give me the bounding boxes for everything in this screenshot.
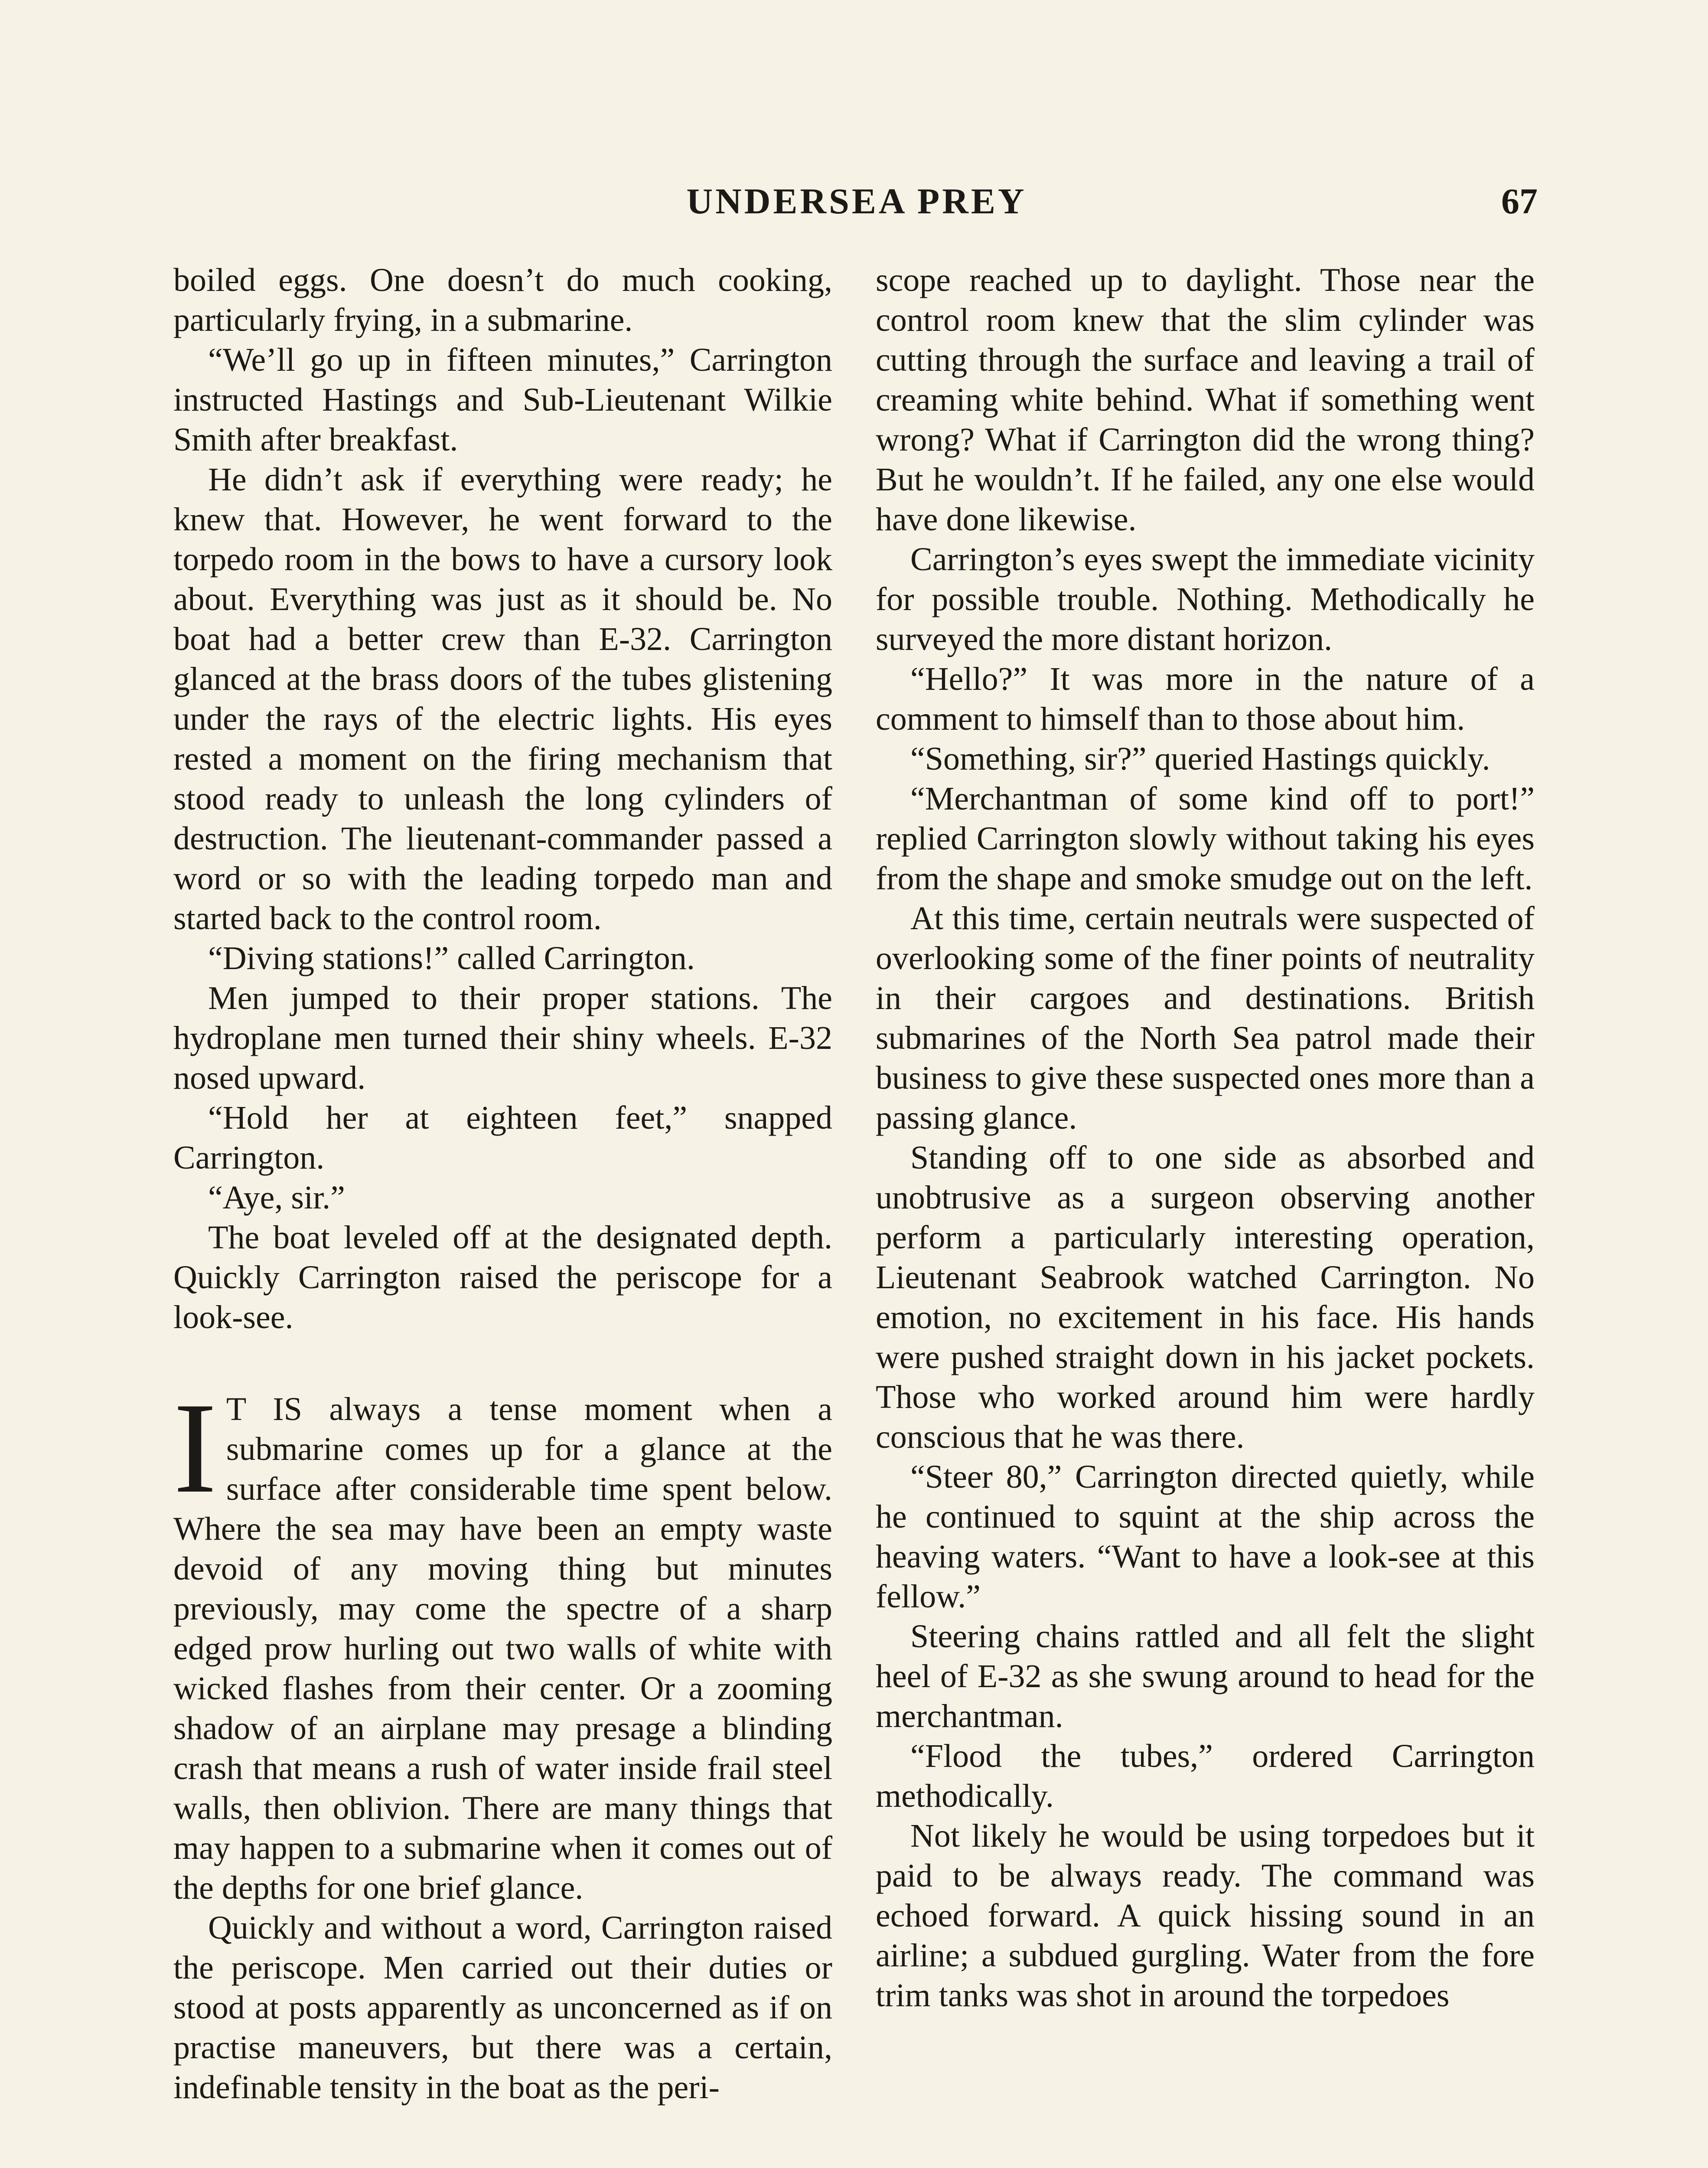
- running-title: UNDERSEA PREY: [686, 181, 1027, 222]
- paragraph: “Hold her at eighteen feet,” snapped Carrington.: [173, 1100, 832, 1176]
- paragraph: At this time, certain neutrals were suspected of overlooking some of the finer points of neutrality in their cargoes and destinations. British submarines of the North Sea patrol made their business to give these suspected ones more than a passing glance.: [876, 900, 1535, 1136]
- running-header: [176, 176, 1538, 228]
- paragraph: “Flood the tubes,” ordered Carrington methodically.: [876, 1738, 1535, 1814]
- paragraph: “Aye, sir.”: [208, 1179, 345, 1216]
- paragraph: “Diving stations!” called Carrington.: [208, 940, 695, 976]
- paragraph: “We’ll go up in fifteen minutes,” Carrington instructed Hastings and Sub-Lieutenant Wilkie Smith after breakfast.: [173, 342, 832, 458]
- section-opening-text: T IS always a tense moment when a submarine comes up for a glance at the surface after considerable time spent below. Where the sea may have been an empty waste devoid of any moving thing but minutes previously, may come the spectre of a sharp edged prow hurling out two walls of white with wicked flashes from their center. Or a zooming shadow of an airplane may presage a blinding crash that means a rush of water inside frail steel walls, then oblivion. There are many things that may happen to a submarine when it comes out of the depths for one brief glance.: [173, 1391, 832, 1906]
- paragraph: scope reached up to daylight. Those near the control room knew that the slim cylinder was cutting through the surface and leaving a trail of creaming white behind. What if something went wrong? What if Carrington did the wrong thing? But he wouldn’t. If he failed, any one else would have done likewise.: [876, 262, 1535, 538]
- paragraph: “Hello?” It was more in the nature of a comment to himself than to those about him.: [876, 661, 1535, 737]
- paragraph: The boat leveled off at the designated depth. Quickly Carrington raised the periscope for a look-see.: [173, 1219, 832, 1335]
- paragraph: “Something, sir?” queried Hastings quickly.: [910, 741, 1490, 777]
- paragraph: Carrington’s eyes swept the immediate vicinity for possible trouble. Nothing. Methodically he surveyed the more distant horizon.: [876, 541, 1535, 657]
- paragraph: Men jumped to their proper stations. The hydroplane men turned their shiny wheels. E-32 nosed upward.: [173, 980, 832, 1096]
- paragraph: Quickly and without a word, Carrington raised the periscope. Men carried out their duties or stood at posts apparently as unconcerned as if on practise maneuvers, but there was a certain, indefinable tensity in the boat as the peri-: [173, 1910, 832, 2106]
- section-opening-paragraph: [173, 1376, 832, 1908]
- paragraph: “Steer 80,” Carrington directed quietly, while he continued to squint at the ship across the heaving waters. “Want to have a look-see at this fellow.”: [876, 1459, 1535, 1615]
- paragraph: Not likely he would be using torpedoes but it paid to be always ready. The command was echoed forward. A quick hissing sound in an airline; a subdued gurgling. Water from the fore trim tanks was shot in around the torpedoes: [876, 1818, 1535, 2014]
- page-number: 67: [1501, 181, 1538, 222]
- right-column: [876, 260, 1535, 2015]
- drop-cap: I: [173, 1376, 217, 1520]
- paragraph: “Merchantman of some kind off to port!” replied Carrington slowly without taking his eyes from the shape and smoke smudge out on the left.: [876, 780, 1535, 897]
- paragraph: Standing off to one side as absorbed and unobtrusive as a surgeon observing another perform a particularly interesting operation, Lieutenant Seabrook watched Carrington. No emotion, no excitement in his face. His hands were pushed straight down in his jacket pockets. Those who worked around him were hardly conscious that he was there.: [876, 1140, 1535, 1455]
- paragraph: boiled eggs. One doesn’t do much cooking, particularly frying, in a submarine.: [173, 262, 832, 338]
- paragraph: He didn’t ask if everything were ready; he knew that. However, he went forward to the torpedo room in the bows to have a cursory look about. Everything was just as it should be. No boat had a better crew than E-32. Carrington glanced at the brass doors of the tubes glistening under the rays of the electric lights. His eyes rested a moment on the firing mechanism that stood ready to unleash the long cylinders of destruction. The lieutenant-commander passed a word or so with the leading torpedo man and started back to the control room.: [173, 461, 832, 937]
- paragraph: Steering chains rattled and all felt the slight heel of E-32 as she swung around to head for the merchantman.: [876, 1618, 1535, 1734]
- left-column: [173, 260, 832, 2107]
